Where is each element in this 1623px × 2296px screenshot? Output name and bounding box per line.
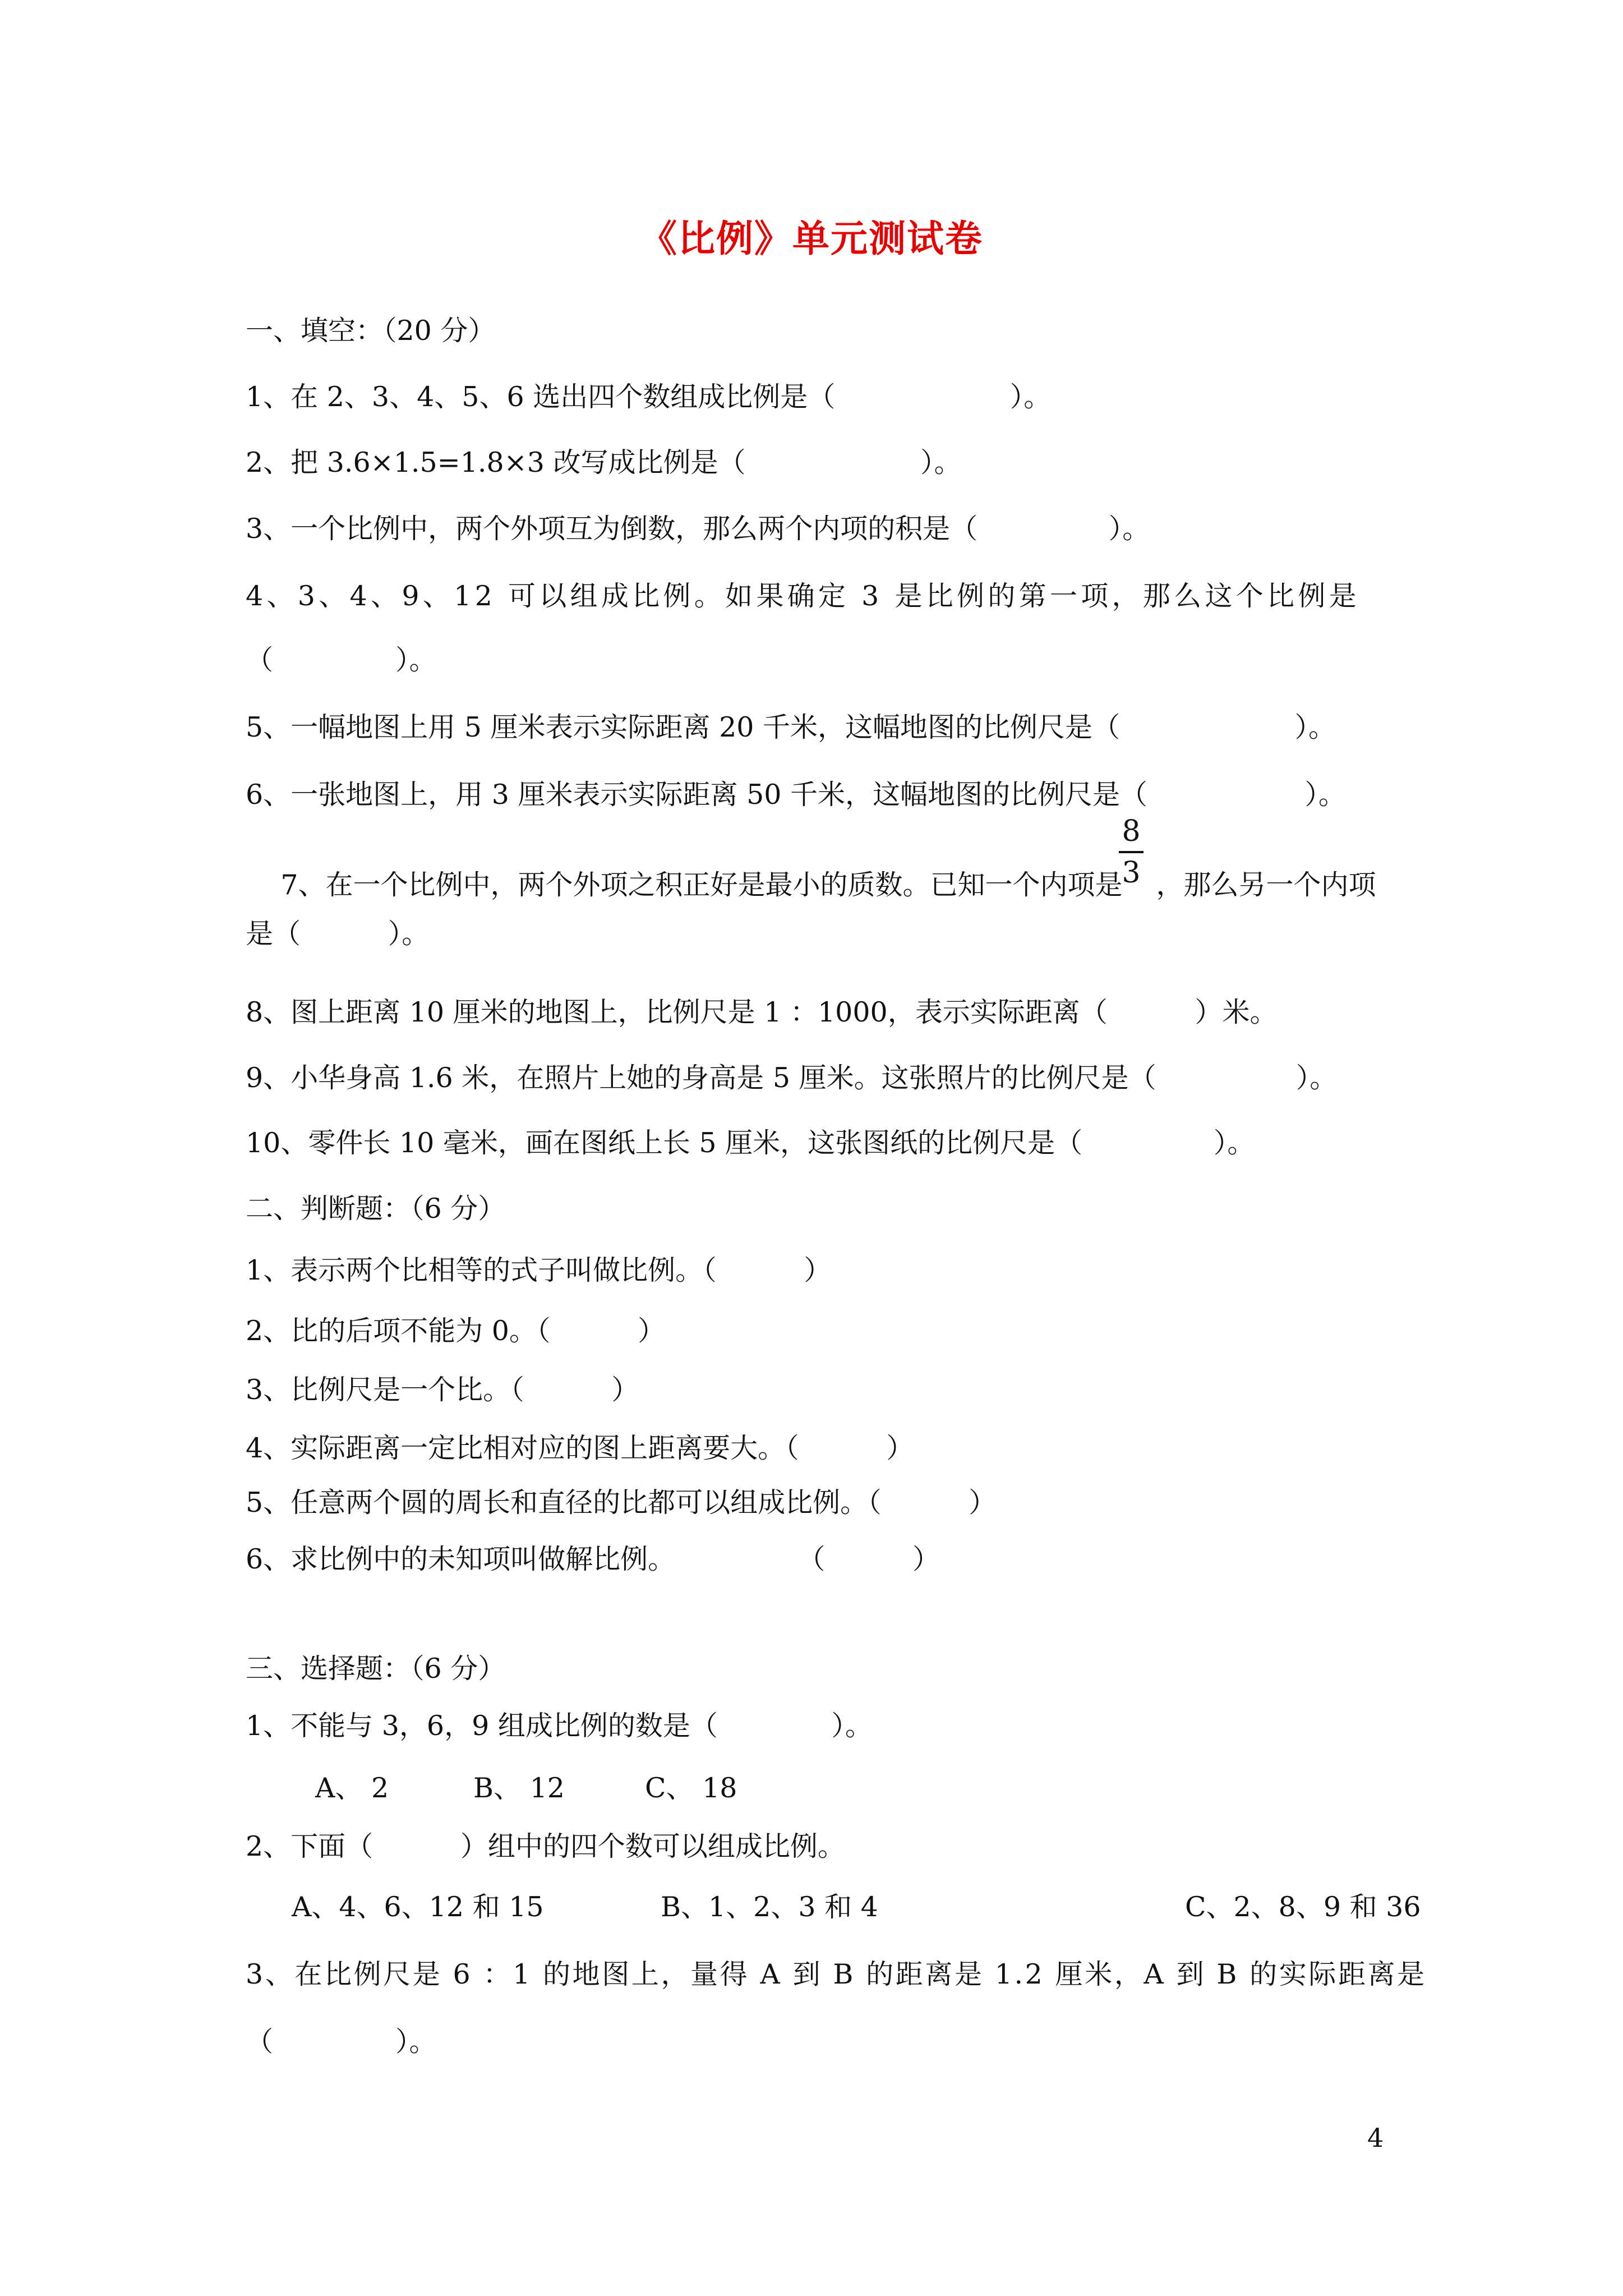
fill-question-3: 3、一个比例中，两个外项互为倒数，那么两个内项的积是（ ）。 xyxy=(246,513,1150,545)
choice-1-option-b: B、 12 xyxy=(473,1772,565,1804)
fill-question-9: 9、小华身高 1.6 米，在照片上她的身高是 5 厘米。这张照片的比例尺是（ ）。 xyxy=(246,1062,1338,1094)
choice-1-option-a: A、 2 xyxy=(315,1772,389,1804)
judge-question-5: 5、任意两个圆的周长和直径的比都可以组成比例。（ ） xyxy=(246,1487,997,1519)
fill-question-6: 6、一张地图上，用 3 厘米表示实际距离 50 千米，这幅地图的比例尺是（ ）。 xyxy=(246,779,1346,811)
fill-question-4-line-2: （ ）。 xyxy=(246,644,437,676)
choice-2-option-a: A、4、6、12 和 15 xyxy=(292,1891,544,1923)
judge-question-4: 4、实际距离一定比相对应的图上距离要大。（ ） xyxy=(246,1432,914,1464)
judge-question-1: 1、表示两个比相等的式子叫做比例。（ ） xyxy=(246,1254,832,1286)
section-choice-heading: 三、选择题：（6 分） xyxy=(246,1653,506,1685)
judge-question-2: 2、比的后项不能为 0。（ ） xyxy=(246,1315,666,1347)
fill-question-7-line-1 xyxy=(246,844,1376,926)
fill-question-8: 8、图上距离 10 厘米的地图上，比例尺是 1 ：1000，表示实际距离（ ）米。 xyxy=(246,996,1278,1028)
choice-2-option-c: C、2、8、9 和 36 xyxy=(1185,1891,1421,1923)
fill-question-7-prefix: 7、在一个比例中，两个外项之积正好是最小的质数。已知一个内项是 xyxy=(280,869,1123,901)
choice-1-option-c: C、 18 xyxy=(645,1772,737,1804)
choice-question-3-line-2: （ ）。 xyxy=(246,2026,437,2058)
fraction-bar xyxy=(1119,851,1144,853)
page-number: 4 xyxy=(1367,2123,1384,2153)
choice-question-3-line-1: 3、在比例尺是 6 ：1 的地图上，量得 A 到 B 的距离是 1.2 厘米，A 到 B 的实际距离是 xyxy=(246,1958,1427,1990)
fill-question-1: 1、在 2、3、4、5、6 选出四个数组成比例是（ ）。 xyxy=(246,381,1052,413)
choice-question-1: 1、不能与 3，6，9 组成比例的数是（ ）。 xyxy=(246,1710,873,1742)
fraction-denominator: 3 xyxy=(1122,856,1141,890)
fraction-numerator: 8 xyxy=(1122,815,1141,848)
fill-question-2: 2、把 3.6×1.5=1.8×3 改写成比例是（ ）。 xyxy=(246,447,962,478)
fill-question-10: 10、零件长 10 毫米，画在图纸上长 5 厘米，这张图纸的比例尺是（ ）。 xyxy=(246,1127,1255,1159)
judge-question-6: 6、求比例中的未知项叫做解比例。 （ ） xyxy=(246,1543,940,1575)
section-fill-heading: 一、填空：（20 分） xyxy=(246,315,496,347)
fill-question-7-line-2: 是（ ）。 xyxy=(246,918,430,950)
section-judge-heading: 二、判断题：（6 分） xyxy=(246,1193,506,1225)
judge-question-3: 3、比例尺是一个比。（ ） xyxy=(246,1374,639,1406)
fill-question-4-line-1: 4、3、4、9、12 可以组成比例。如果确定 3 是比例的第一项，那么这个比例是 xyxy=(246,580,1360,612)
fill-question-5: 5、一幅地图上用 5 厘米表示实际距离 20 千米，这幅地图的比例尺是（ ）。 xyxy=(246,711,1336,743)
page-title: 《比例》单元测试卷 xyxy=(640,217,983,260)
fill-question-7-suffix: ，那么另一个内项 xyxy=(1156,869,1376,901)
choice-2-option-b: B、1、2、3 和 4 xyxy=(661,1891,878,1923)
choice-question-2: 2、下面（ ）组中的四个数可以组成比例。 xyxy=(246,1830,845,1862)
